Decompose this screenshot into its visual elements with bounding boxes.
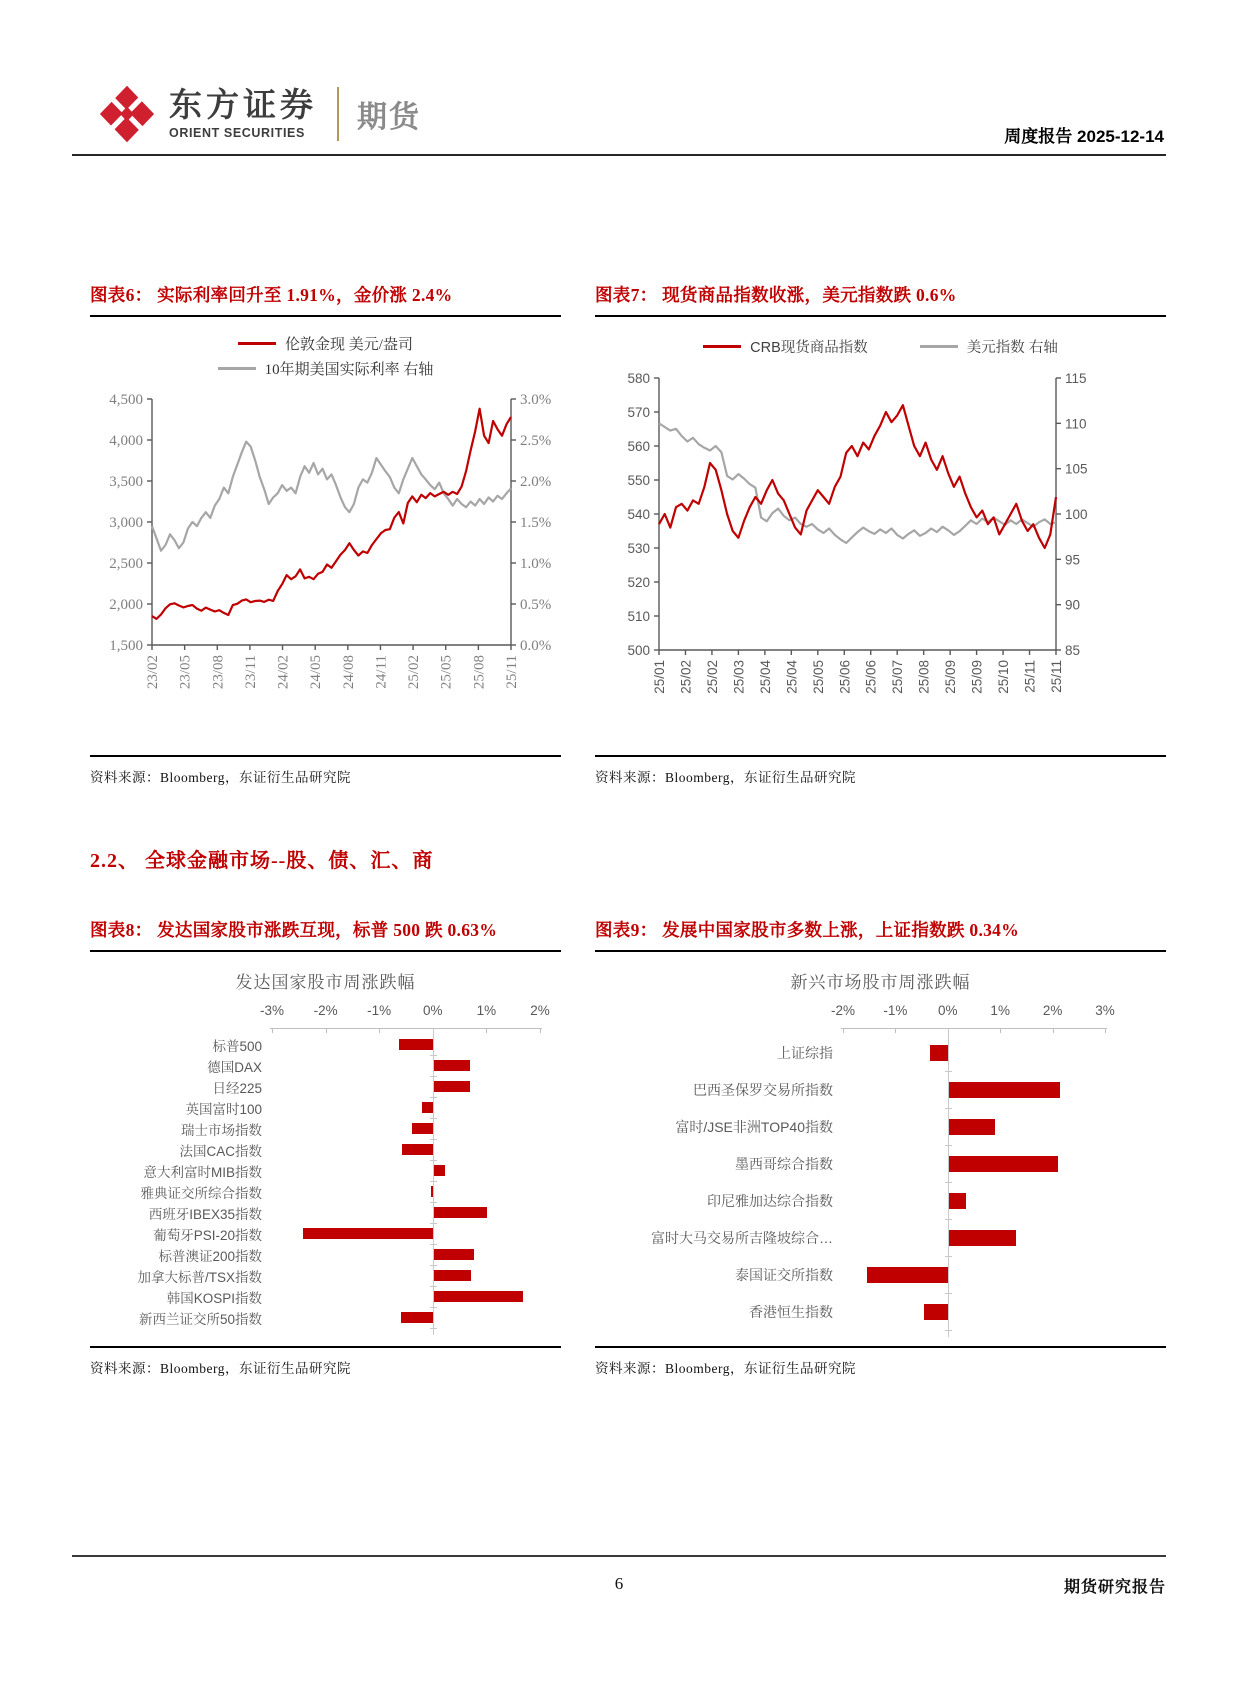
axis-tick-mark (379, 1029, 380, 1033)
svg-text:24/11: 24/11 (373, 655, 390, 689)
bar-row (90, 1181, 561, 1202)
zero-axis-stub (945, 1256, 952, 1257)
zero-axis-stub (945, 1182, 952, 1183)
axis-tick-label: -1% (883, 1003, 908, 1018)
bar-category-label: 标普500 (212, 1038, 262, 1054)
bar (948, 1193, 966, 1209)
svg-text:25/03: 25/03 (731, 660, 747, 694)
bar (433, 1207, 488, 1218)
bar-row (595, 1256, 1166, 1293)
fig8-title: 发达国家股市周涨跌幅 (235, 973, 416, 992)
svg-text:100: 100 (1065, 507, 1088, 522)
axis-tick-label: 0% (938, 1003, 958, 1018)
bar-row (595, 1071, 1166, 1108)
bar-category-label: 巴西圣保罗交易所指数 (693, 1081, 833, 1098)
axis-tick-mark (326, 1029, 327, 1033)
bar-row (90, 1202, 561, 1223)
orient-securities-logo-icon (98, 84, 156, 144)
zero-axis-stub (430, 1265, 437, 1266)
bar-track (272, 1076, 540, 1097)
bar-category-label: 瑞士市场指数 (181, 1122, 262, 1138)
fig7-legend (595, 333, 1166, 360)
report-meta (1004, 122, 1164, 147)
bar-track (272, 1181, 540, 1202)
axis-tick-mark (486, 1029, 487, 1033)
zero-axis-stub (430, 1076, 437, 1077)
bar-track (843, 1071, 1105, 1108)
bar (303, 1228, 433, 1239)
fig9-title: 新兴市场股市周涨跌幅 (790, 973, 971, 992)
axis-tick-mark (272, 1029, 273, 1033)
zero-axis-stub (430, 1202, 437, 1203)
bar-category-label: 新西兰证交所50指数 (138, 1311, 262, 1327)
svg-text:3,000: 3,000 (109, 515, 143, 531)
bar-track (843, 1293, 1105, 1330)
bar-category-label: 香港恒生指数 (749, 1303, 833, 1320)
bar (433, 1060, 470, 1071)
axis-tick-label: -2% (313, 1003, 338, 1018)
zero-axis-stub (945, 1219, 952, 1220)
fig8-axis (259, 1003, 550, 1029)
bar (433, 1165, 445, 1176)
bar-row (90, 1307, 561, 1328)
svg-text:25/11: 25/11 (1049, 660, 1064, 693)
bar-category-label: 上证综指 (777, 1044, 833, 1061)
fig8-rows (90, 1034, 561, 1328)
bar-category-label: 墨西哥综合指数 (735, 1155, 833, 1172)
svg-text:4,500: 4,500 (109, 392, 143, 408)
svg-text:25/11: 25/11 (504, 655, 520, 689)
section-heading: 2.2、 全球金融市场--股、债、汇、商 (90, 850, 434, 872)
report-type: 周度报告 (1004, 127, 1073, 146)
bar-track (272, 1265, 540, 1286)
bar-category-label: 德国DAX (207, 1059, 262, 1075)
bar-category-label: 韩国KOSPI指数 (166, 1290, 262, 1306)
legend-swatch (920, 345, 958, 348)
svg-text:25/05: 25/05 (438, 655, 455, 690)
figure-9-source: 资料来源：Bloomberg，东证衍生品研究院 (595, 1346, 1166, 1377)
svg-text:2,500: 2,500 (109, 556, 143, 572)
svg-text:540: 540 (627, 507, 650, 522)
bar (433, 1249, 474, 1260)
svg-text:520: 520 (627, 575, 650, 590)
figures-row-1 (90, 282, 1166, 786)
bar-track (272, 1223, 540, 1244)
bar-track (843, 1182, 1105, 1219)
bar-track (272, 1055, 540, 1076)
svg-text:85: 85 (1065, 643, 1081, 658)
page-header (0, 0, 1240, 144)
axis-tick-mark (1000, 1029, 1001, 1033)
brand-text (169, 88, 317, 140)
zero-axis-stub (430, 1139, 437, 1140)
bar-row (90, 1265, 561, 1286)
legend-label: 10年期美国实际利率 右轴 (264, 362, 434, 378)
legend-item (920, 336, 1058, 357)
bar-row (595, 1182, 1166, 1219)
bar-row (595, 1145, 1166, 1182)
brand-division-label: 期货 (357, 101, 421, 134)
svg-text:3,500: 3,500 (109, 474, 143, 490)
bar-category-label: 标普澳证200指数 (158, 1248, 262, 1264)
footer-label: 期货研究报告 (1063, 1579, 1166, 1596)
bar-row (90, 1160, 561, 1181)
bar-track (272, 1307, 540, 1328)
svg-text:530: 530 (627, 541, 650, 556)
zero-axis-stub (945, 1145, 952, 1146)
svg-text:25/09: 25/09 (969, 660, 985, 694)
zero-axis-stub (430, 1328, 437, 1329)
bar-category-label: 泰国证交所指数 (735, 1266, 833, 1283)
svg-text:570: 570 (627, 405, 650, 420)
bar-track (272, 1097, 540, 1118)
figure-8-chart (90, 952, 561, 1346)
bar-row (90, 1139, 561, 1160)
bar (948, 1119, 995, 1135)
legend-label: CRB现货商品指数 (750, 340, 868, 356)
axis-tick-label: 1% (990, 1003, 1010, 1018)
zero-axis-stub (430, 1286, 437, 1287)
svg-text:3.0%: 3.0% (520, 392, 552, 408)
svg-text:2,000: 2,000 (109, 597, 143, 613)
figure-6-chart (90, 317, 561, 755)
svg-text:1,500: 1,500 (109, 638, 143, 654)
svg-text:25/05: 25/05 (810, 660, 826, 694)
bar-category-label: 葡萄牙PSI-20指数 (153, 1227, 262, 1243)
bar-track (843, 1034, 1105, 1071)
svg-text:25/02: 25/02 (678, 660, 694, 694)
axis-tick-label: 1% (476, 1003, 497, 1018)
svg-text:115: 115 (1065, 372, 1087, 386)
figure-7-chart (595, 317, 1166, 755)
legend-item (90, 358, 561, 379)
fig7-series (659, 405, 1056, 548)
bar-track (272, 1202, 540, 1223)
axis-tick-mark (895, 1029, 896, 1033)
figure-9-caption: 图表9： 发展中国家股市多数上涨，上证指数跌 0.34% (595, 917, 1166, 952)
zero-axis-stub (430, 1307, 437, 1308)
page-number: 6 (614, 1574, 624, 1593)
axis-tick-label: 3% (1095, 1003, 1115, 1018)
figure-6 (90, 282, 561, 786)
zero-axis-stub (430, 1181, 437, 1182)
bar (948, 1082, 1061, 1098)
bar (402, 1144, 433, 1155)
bar-category-label: 英国富时100 (185, 1101, 262, 1117)
bar-track (843, 1256, 1105, 1293)
bar-row (90, 1055, 561, 1076)
bar-row (90, 1034, 561, 1055)
svg-text:580: 580 (627, 372, 650, 386)
svg-text:4,000: 4,000 (109, 433, 143, 449)
figure-8 (90, 917, 561, 1377)
bar (930, 1045, 948, 1061)
svg-text:1.5%: 1.5% (520, 515, 552, 531)
axis-tick-mark (540, 1029, 541, 1033)
svg-text:25/08: 25/08 (916, 660, 932, 694)
bar-track (272, 1160, 540, 1181)
figure-7 (595, 282, 1166, 786)
bar-row (595, 1108, 1166, 1145)
bar (948, 1156, 1058, 1172)
legend-swatch (218, 367, 256, 370)
bar-row (90, 1223, 561, 1244)
axis-tick-label: -2% (830, 1003, 856, 1018)
zero-axis-line (433, 1029, 434, 1335)
bar-track (272, 1139, 540, 1160)
svg-text:25/10: 25/10 (996, 660, 1012, 694)
svg-text:23/11: 23/11 (242, 655, 259, 689)
bar-track (272, 1244, 540, 1265)
legend-swatch (703, 345, 741, 348)
fig6-legend (90, 333, 561, 379)
axis-line (841, 1028, 1107, 1029)
zero-axis-stub (430, 1097, 437, 1098)
bar-track (272, 1286, 540, 1307)
svg-text:25/07: 25/07 (890, 660, 906, 694)
axis-tick-label: 2% (530, 1003, 550, 1018)
svg-text:25/11: 25/11 (1022, 660, 1038, 693)
legend-swatch (238, 342, 276, 345)
zero-axis-stub (945, 1071, 952, 1072)
axis-tick-label: -1% (367, 1003, 392, 1018)
axis-tick-label: -3% (259, 1003, 285, 1018)
axis-line (270, 1028, 542, 1029)
svg-text:2.5%: 2.5% (520, 433, 552, 449)
figure-8-caption: 图表8： 发达国家股市涨跌互现，标普 500 跌 0.63% (90, 917, 561, 952)
axis-tick-label: 0% (423, 1003, 443, 1018)
bar-track (272, 1034, 540, 1055)
svg-text:2.0%: 2.0% (520, 474, 552, 490)
figure-6-caption: 图表6： 实际利率回升至 1.91%，金价涨 2.4% (90, 282, 561, 317)
bar-row (90, 1076, 561, 1097)
bar (433, 1270, 471, 1281)
svg-text:25/01: 25/01 (652, 660, 667, 694)
bar-category-label: 意大利富时MIB指数 (143, 1164, 262, 1180)
axis-tick-mark (1105, 1029, 1106, 1033)
bar-category-label: 富时/JSE非洲TOP40指数 (675, 1118, 833, 1135)
figure-8-source: 资料来源：Bloomberg，东证衍生品研究院 (90, 1346, 561, 1377)
brand-name-en: ORIENT SECURITIES (169, 125, 305, 140)
zero-axis-stub (430, 1160, 437, 1161)
svg-text:25/09: 25/09 (943, 660, 959, 694)
svg-text:510: 510 (627, 609, 650, 624)
bar (401, 1312, 433, 1323)
bar-track (843, 1145, 1105, 1182)
svg-text:110: 110 (1065, 416, 1087, 432)
svg-text:1.0%: 1.0% (520, 556, 552, 572)
svg-text:23/08: 23/08 (210, 655, 227, 690)
bar (433, 1081, 470, 1092)
svg-text:90: 90 (1065, 597, 1081, 613)
figure-7-caption: 图表7： 现货商品指数收涨，美元指数跌 0.6% (595, 282, 1166, 317)
zero-axis-line (948, 1029, 949, 1337)
fig9-axis (830, 1003, 1115, 1029)
brand-divider (337, 87, 339, 141)
zero-axis-stub (430, 1118, 437, 1119)
figures-row-2 (90, 917, 1166, 1377)
figure-7-source: 资料来源：Bloomberg，东证衍生品研究院 (595, 755, 1166, 786)
axis-tick-mark (1053, 1029, 1054, 1033)
bar-row (90, 1244, 561, 1265)
svg-text:25/06: 25/06 (863, 660, 879, 694)
bar (948, 1230, 1016, 1246)
bar-category-label: 西班牙IBEX35指数 (148, 1206, 262, 1222)
bar-category-label: 富时大马交易所吉隆坡综合… (651, 1229, 833, 1246)
bar-row (90, 1118, 561, 1139)
page-footer (72, 1555, 1166, 1597)
bar-category-label: 日经225 (212, 1080, 262, 1096)
svg-text:550: 550 (627, 473, 650, 488)
figure-9 (595, 917, 1166, 1377)
svg-text:500: 500 (627, 643, 650, 658)
svg-text:23/02: 23/02 (145, 655, 161, 690)
report-date: 2025-12-14 (1077, 127, 1164, 146)
bar (924, 1304, 948, 1320)
zero-axis-stub (430, 1055, 437, 1056)
fig9-rows (595, 1034, 1166, 1330)
svg-text:95: 95 (1065, 552, 1081, 568)
figure-6-source: 资料来源：Bloomberg，东证衍生品研究院 (90, 755, 561, 786)
zero-axis-stub (945, 1293, 952, 1294)
bar-track (843, 1108, 1105, 1145)
header-rule (72, 154, 1166, 156)
fig6-series (152, 442, 511, 551)
svg-text:23/05: 23/05 (177, 655, 194, 690)
bar (412, 1123, 432, 1134)
zero-axis-stub (430, 1223, 437, 1224)
svg-text:25/02: 25/02 (406, 655, 423, 690)
bar-category-label: 加拿大标普/TSX指数 (137, 1269, 262, 1285)
bar (867, 1267, 948, 1283)
svg-text:0.0%: 0.0% (520, 638, 552, 654)
svg-text:560: 560 (627, 439, 650, 454)
svg-text:105: 105 (1065, 461, 1088, 477)
svg-text:25/08: 25/08 (471, 655, 488, 690)
svg-text:24/05: 24/05 (308, 655, 325, 690)
axis-tick-mark (843, 1029, 844, 1033)
zero-axis-stub (945, 1330, 952, 1331)
bar-row (90, 1097, 561, 1118)
figure-9-chart (595, 952, 1166, 1346)
bar-category-label: 法国CAC指数 (179, 1143, 262, 1159)
bar-row (595, 1034, 1166, 1071)
axis-tick-label: 2% (1042, 1003, 1063, 1018)
svg-text:24/02: 24/02 (275, 655, 292, 690)
zero-axis-stub (945, 1108, 952, 1109)
bar-row (595, 1219, 1166, 1256)
svg-text:25/02: 25/02 (704, 660, 720, 694)
svg-text:25/06: 25/06 (837, 660, 853, 694)
bar-track (843, 1219, 1105, 1256)
bar-category-label: 印尼雅加达综合指数 (707, 1192, 833, 1209)
legend-item (703, 336, 868, 357)
svg-text:25/04: 25/04 (757, 660, 773, 694)
fig7-plot (601, 372, 1106, 728)
bar (422, 1102, 433, 1113)
bar-row (90, 1286, 561, 1307)
svg-text:24/08: 24/08 (340, 655, 357, 690)
fig6-plot (90, 391, 561, 729)
brand-name-cn: 东方证券 (169, 86, 317, 124)
zero-axis-stub (430, 1244, 437, 1245)
bar (399, 1039, 433, 1050)
bar (433, 1291, 524, 1302)
bar-category-label: 雅典证交所综合指数 (140, 1185, 262, 1201)
bar-track (272, 1118, 540, 1139)
legend-item (90, 333, 561, 354)
legend-label: 伦敦金现 美元/盎司 (285, 337, 413, 353)
legend-label: 美元指数 右轴 (966, 340, 1058, 356)
bar-row (595, 1293, 1166, 1330)
svg-text:25/04: 25/04 (784, 660, 800, 694)
svg-text:0.5%: 0.5% (520, 597, 552, 613)
